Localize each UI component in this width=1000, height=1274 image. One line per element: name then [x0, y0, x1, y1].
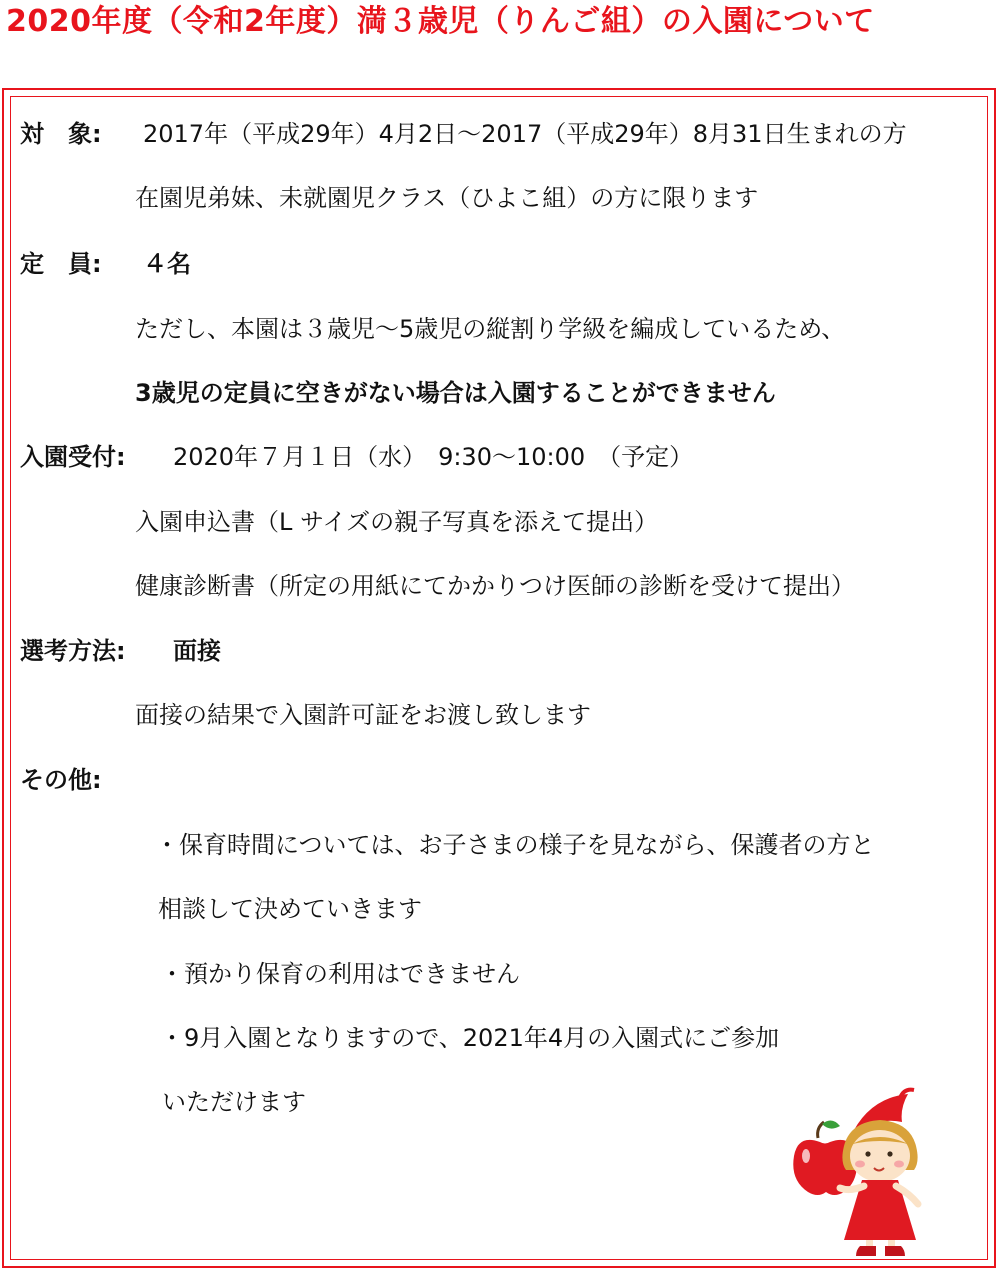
capacity-label: 定 員:: [20, 250, 102, 278]
page-title: 2020年度（令和2年度）満３歳児（りんご組）の入園について: [6, 4, 875, 39]
reception-label: 入園受付:: [20, 443, 126, 471]
other-bullet-2: ・預かり保育の利用はできません: [160, 960, 520, 988]
capacity-note-1: ただし、本園は３歳児～5歳児の縦割り学級を編成しているため、: [135, 315, 846, 343]
target-note: 在園児弟妹、未就園児クラス（ひよこ組）の方に限ります: [135, 184, 759, 212]
other-bullet-3a: ・9月入園となりますので、2021年4月の入園式にご参加: [160, 1024, 780, 1052]
reception-item-1: 入園申込書（L サイズの親子写真を添えて提出）: [135, 508, 659, 536]
reception-value: 2020年７月１日（水） 9:30～10:00 （予定）: [173, 443, 694, 471]
other-bullet-1a: ・保育時間については、お子さまの様子を見ながら、保護者の方と: [155, 831, 875, 859]
selection-value: 面接: [173, 637, 221, 665]
target-value: 2017年（平成29年）4月2日～2017（平成29年）8月31日生まれの方: [143, 120, 907, 148]
other-label: その他:: [20, 766, 102, 794]
other-bullet-3b: いただけます: [162, 1088, 306, 1116]
girl-with-apple-illustration: [788, 1086, 948, 1258]
reception-item-2: 健康診断書（所定の用紙にてかかりつけ医師の診断を受けて提出）: [135, 572, 855, 600]
capacity-value: ４名: [143, 250, 191, 278]
selection-label: 選考方法:: [20, 637, 126, 665]
target-label: 対 象:: [20, 120, 102, 148]
other-bullet-1b: 相談して決めていきます: [158, 895, 422, 923]
capacity-note-2: 3歳児の定員に空きがない場合は入園することができません: [135, 379, 776, 407]
selection-note: 面接の結果で入園許可証をお渡し致します: [135, 701, 591, 729]
